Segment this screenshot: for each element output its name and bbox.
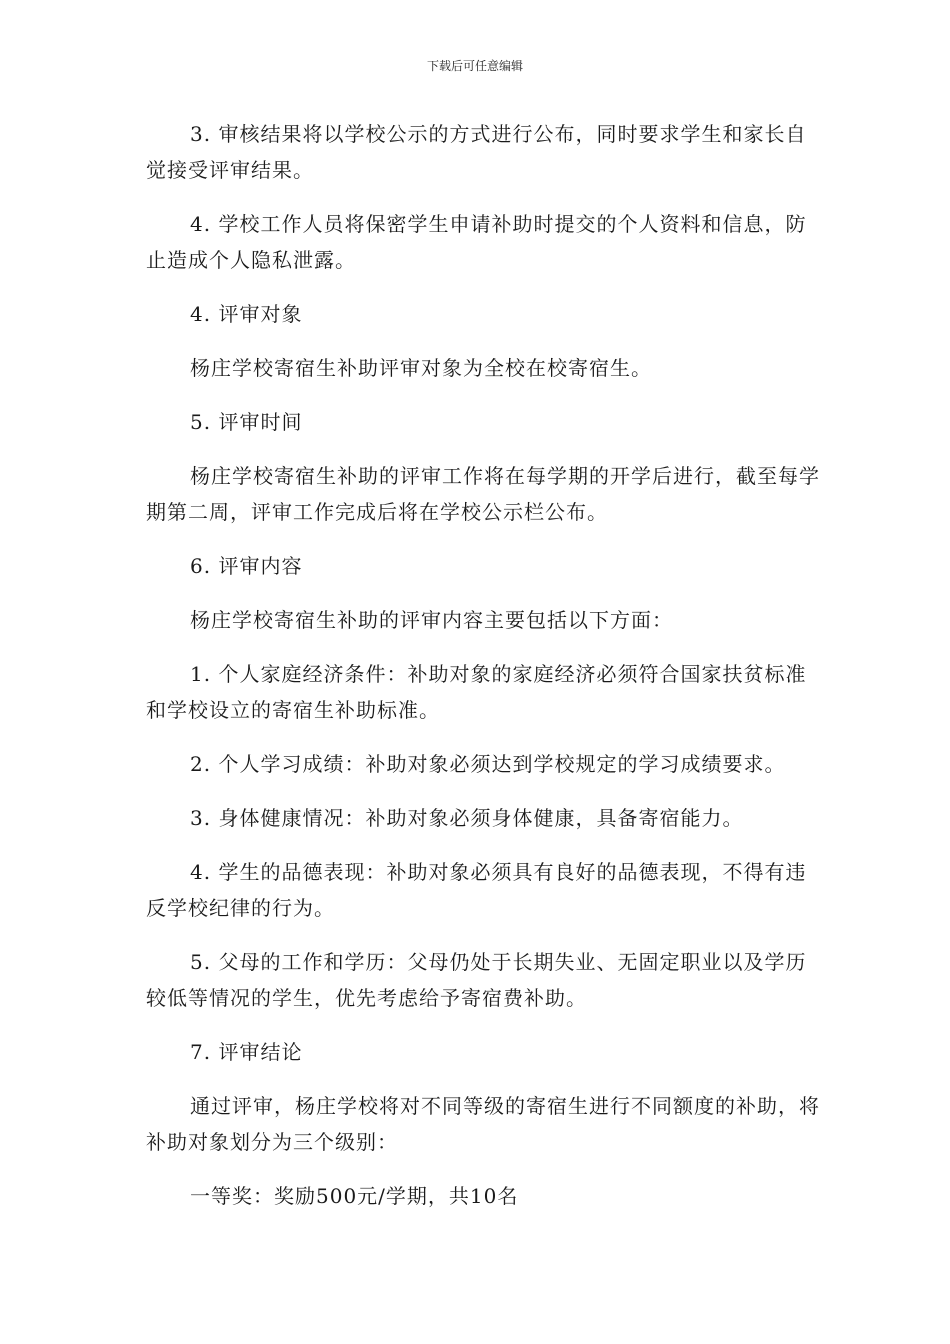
document-body: [146, 116, 826, 1232]
list-item: 5. 父母的工作和学历：父母仍处于长期失业、无固定职业以及学历较低等情况的学生，优先考虑给予寄宿费补助。: [146, 950, 807, 1010]
list-item: 4. 学生的品德表现：补助对象必须具有良好的品德表现，不得有违反学校纪律的行为。: [146, 860, 807, 920]
paragraph: 4. 学校工作人员将保密学生申请补助时提交的个人资料和信息，防止造成个人隐私泄露。: [146, 212, 807, 272]
award-line: 一等奖：奖励500元/学期，共10名: [190, 1184, 519, 1208]
section-heading: 5. 评审时间: [190, 410, 303, 434]
list-item: 3. 身体健康情况：补助对象必须身体健康，具备寄宿能力。: [190, 806, 744, 830]
paragraph: 3. 审核结果将以学校公示的方式进行公布，同时要求学生和家长自觉接受评审结果。: [146, 122, 807, 182]
paragraph: 通过评审，杨庄学校将对不同等级的寄宿生进行不同额度的补助，将补助对象划分为三个级别：: [146, 1094, 820, 1154]
section-heading: 6. 评审内容: [190, 554, 303, 578]
section-heading: 7. 评审结论: [190, 1040, 303, 1064]
section-heading: 4. 评审对象: [190, 302, 303, 326]
paragraph: 杨庄学校寄宿生补助的评审内容主要包括以下方面：: [190, 608, 673, 632]
list-item: 2. 个人学习成绩：补助对象必须达到学校规定的学习成绩要求。: [190, 752, 786, 776]
page-header: 下载后可任意编辑: [426, 59, 523, 73]
paragraph: 杨庄学校寄宿生补助评审对象为全校在校寄宿生。: [190, 356, 652, 380]
list-item: 1. 个人家庭经济条件：补助对象的家庭经济必须符合国家扶贫标准和学校设立的寄宿生补助标准。: [146, 662, 807, 722]
paragraph: 杨庄学校寄宿生补助的评审工作将在每学期的开学后进行，截至每学期第二周，评审工作完成后将在学校公示栏公布。: [146, 464, 820, 524]
